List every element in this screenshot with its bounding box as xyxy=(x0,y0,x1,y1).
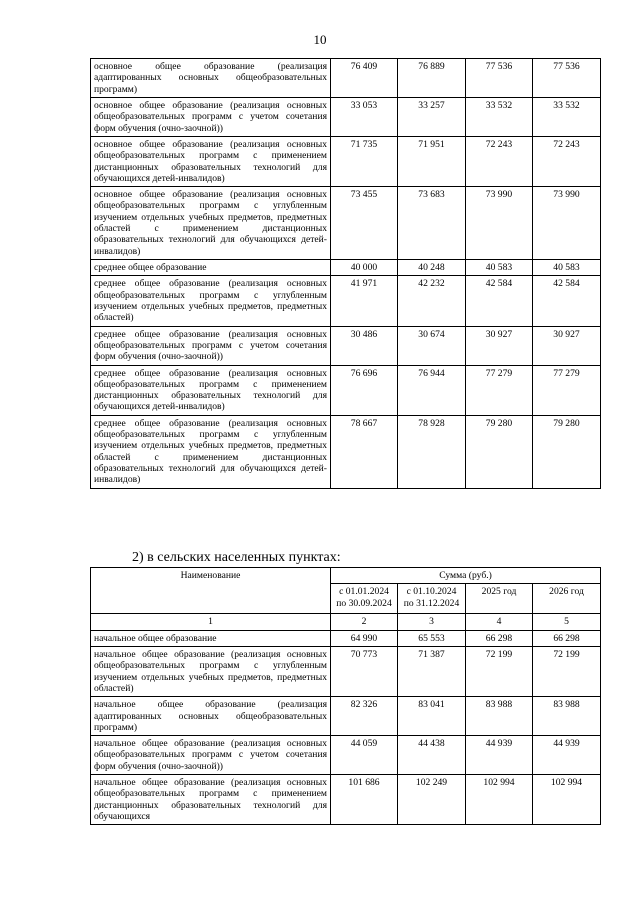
section-heading-rural: 2) в сельских населенных пунктах: xyxy=(132,550,341,565)
row-value-cell: 40 248 xyxy=(398,260,466,276)
table-row xyxy=(91,736,601,775)
header-colnum: 5 xyxy=(533,614,601,630)
header-sum: Сумма (руб.) xyxy=(331,568,601,584)
table-row xyxy=(91,326,601,365)
row-value-cell: 82 326 xyxy=(331,697,398,736)
table-row xyxy=(91,415,601,488)
row-name-cell: начальное общее образование (реализация основных общеобразовательных программ с применением дистанционных образовательных технологий для обучающихся xyxy=(91,775,331,825)
table-row xyxy=(91,97,601,136)
row-value-cell: 40 583 xyxy=(466,260,533,276)
row-value-cell: 71 951 xyxy=(398,136,466,186)
row-value-cell: 33 532 xyxy=(466,97,533,136)
row-value-cell: 33 053 xyxy=(331,97,398,136)
row-value-cell: 42 232 xyxy=(398,276,466,326)
row-name-cell: среднее общее образование xyxy=(91,260,331,276)
row-value-cell: 44 059 xyxy=(331,736,398,775)
table-row xyxy=(91,59,601,98)
row-value-cell: 83 988 xyxy=(533,697,601,736)
row-value-cell: 30 927 xyxy=(466,326,533,365)
row-name-cell: среднее общее образование (реализация основных общеобразовательных программ с учетом сочетания форм обучения (очно-заочной)) xyxy=(91,326,331,365)
row-value-cell: 79 280 xyxy=(533,415,601,488)
row-value-cell: 72 243 xyxy=(466,136,533,186)
row-value-cell: 41 971 xyxy=(331,276,398,326)
row-value-cell: 66 298 xyxy=(533,630,601,646)
table-row xyxy=(91,365,601,415)
row-value-cell: 64 990 xyxy=(331,630,398,646)
table-row xyxy=(91,646,601,696)
row-value-cell: 30 927 xyxy=(533,326,601,365)
row-value-cell: 102 994 xyxy=(466,775,533,825)
row-value-cell: 73 990 xyxy=(466,187,533,260)
row-value-cell: 83 988 xyxy=(466,697,533,736)
row-name-cell: основное общее образование (реализация основных общеобразовательных программ с углубленным изучением отдельных учебных предметов, предметных областей с применением дистанционных образовательных технологий для обучающихся детей-инвалидов) xyxy=(91,187,331,260)
row-value-cell: 72 199 xyxy=(533,646,601,696)
row-value-cell: 65 553 xyxy=(398,630,466,646)
row-value-cell: 70 773 xyxy=(331,646,398,696)
row-value-cell: 76 889 xyxy=(398,59,466,98)
row-name-cell: начальное общее образование (реализация основных общеобразовательных программ с учетом сочетания форм обучения (очно-заочной)) xyxy=(91,736,331,775)
row-value-cell: 72 243 xyxy=(533,136,601,186)
table1-body xyxy=(91,59,601,489)
row-value-cell: 77 536 xyxy=(466,59,533,98)
header-period-2: с 01.10.2024 по 31.12.2024 xyxy=(398,584,466,614)
row-value-cell: 42 584 xyxy=(466,276,533,326)
table2-body xyxy=(91,630,601,825)
row-value-cell: 44 939 xyxy=(466,736,533,775)
row-value-cell: 77 279 xyxy=(533,365,601,415)
page-number: 10 xyxy=(313,32,327,47)
row-value-cell: 79 280 xyxy=(466,415,533,488)
row-name-cell: начальное общее образование (реализация основных общеобразовательных программ с углубленным изучением отдельных учебных предметов, предметных областей) xyxy=(91,646,331,696)
row-name-cell: основное общее образование (реализация основных общеобразовательных программ с применением дистанционных образовательных технологий для обучающихся детей-инвалидов) xyxy=(91,136,331,186)
header-colnum: 4 xyxy=(466,614,533,630)
row-value-cell: 77 536 xyxy=(533,59,601,98)
row-value-cell: 76 409 xyxy=(331,59,398,98)
header-year-2025: 2025 год xyxy=(466,584,533,614)
table2-header xyxy=(91,568,601,631)
row-value-cell: 40 583 xyxy=(533,260,601,276)
row-value-cell: 101 686 xyxy=(331,775,398,825)
header-colnum: 2 xyxy=(331,614,398,630)
row-value-cell: 66 298 xyxy=(466,630,533,646)
cost-table-rural xyxy=(90,567,601,825)
row-value-cell: 73 990 xyxy=(533,187,601,260)
row-value-cell: 42 584 xyxy=(533,276,601,326)
row-value-cell: 78 667 xyxy=(331,415,398,488)
header-period-1: с 01.01.2024 по 30.09.2024 xyxy=(331,584,398,614)
header-name: Наименование xyxy=(91,568,331,614)
table-row xyxy=(91,136,601,186)
row-name-cell: основное общее образование (реализация адаптированных основных общеобразовательных программ) xyxy=(91,59,331,98)
table-row xyxy=(91,697,601,736)
table-row xyxy=(91,775,601,825)
row-value-cell: 76 944 xyxy=(398,365,466,415)
table-row xyxy=(91,260,601,276)
row-name-cell: среднее общее образование (реализация основных общеобразовательных программ с углубленным изучением отдельных учебных предметов, предметных областей) xyxy=(91,276,331,326)
row-name-cell: среднее общее образование (реализация основных общеобразовательных программ с углубленным изучением отдельных учебных предметов, предметных областей с применением дистанционных образовательных технологий для обучающихся детей-инвалидов) xyxy=(91,415,331,488)
row-value-cell: 44 939 xyxy=(533,736,601,775)
row-name-cell: среднее общее образование (реализация основных общеобразовательных программ с применением дистанционных образовательных технологий для обучающихся детей-инвалидов) xyxy=(91,365,331,415)
row-value-cell: 30 674 xyxy=(398,326,466,365)
row-value-cell: 30 486 xyxy=(331,326,398,365)
header-colnum: 1 xyxy=(91,614,331,630)
row-value-cell: 102 249 xyxy=(398,775,466,825)
row-value-cell: 44 438 xyxy=(398,736,466,775)
row-name-cell: начальное общее образование xyxy=(91,630,331,646)
row-name-cell: начальное общее образование (реализация адаптированных основных общеобразовательных программ) xyxy=(91,697,331,736)
row-value-cell: 78 928 xyxy=(398,415,466,488)
row-value-cell: 33 532 xyxy=(533,97,601,136)
header-colnum: 3 xyxy=(398,614,466,630)
row-value-cell: 73 683 xyxy=(398,187,466,260)
row-value-cell: 33 257 xyxy=(398,97,466,136)
header-year-2026: 2026 год xyxy=(533,584,601,614)
row-name-cell: основное общее образование (реализация основных общеобразовательных программ с учетом сочетания форм обучения (очно-заочной)) xyxy=(91,97,331,136)
row-value-cell: 83 041 xyxy=(398,697,466,736)
row-value-cell: 102 994 xyxy=(533,775,601,825)
row-value-cell: 73 455 xyxy=(331,187,398,260)
cost-table-urban-continued xyxy=(90,58,601,489)
table-row xyxy=(91,276,601,326)
row-value-cell: 40 000 xyxy=(331,260,398,276)
row-value-cell: 71 387 xyxy=(398,646,466,696)
row-value-cell: 71 735 xyxy=(331,136,398,186)
row-value-cell: 72 199 xyxy=(466,646,533,696)
table-row xyxy=(91,187,601,260)
row-value-cell: 76 696 xyxy=(331,365,398,415)
table-row xyxy=(91,630,601,646)
row-value-cell: 77 279 xyxy=(466,365,533,415)
